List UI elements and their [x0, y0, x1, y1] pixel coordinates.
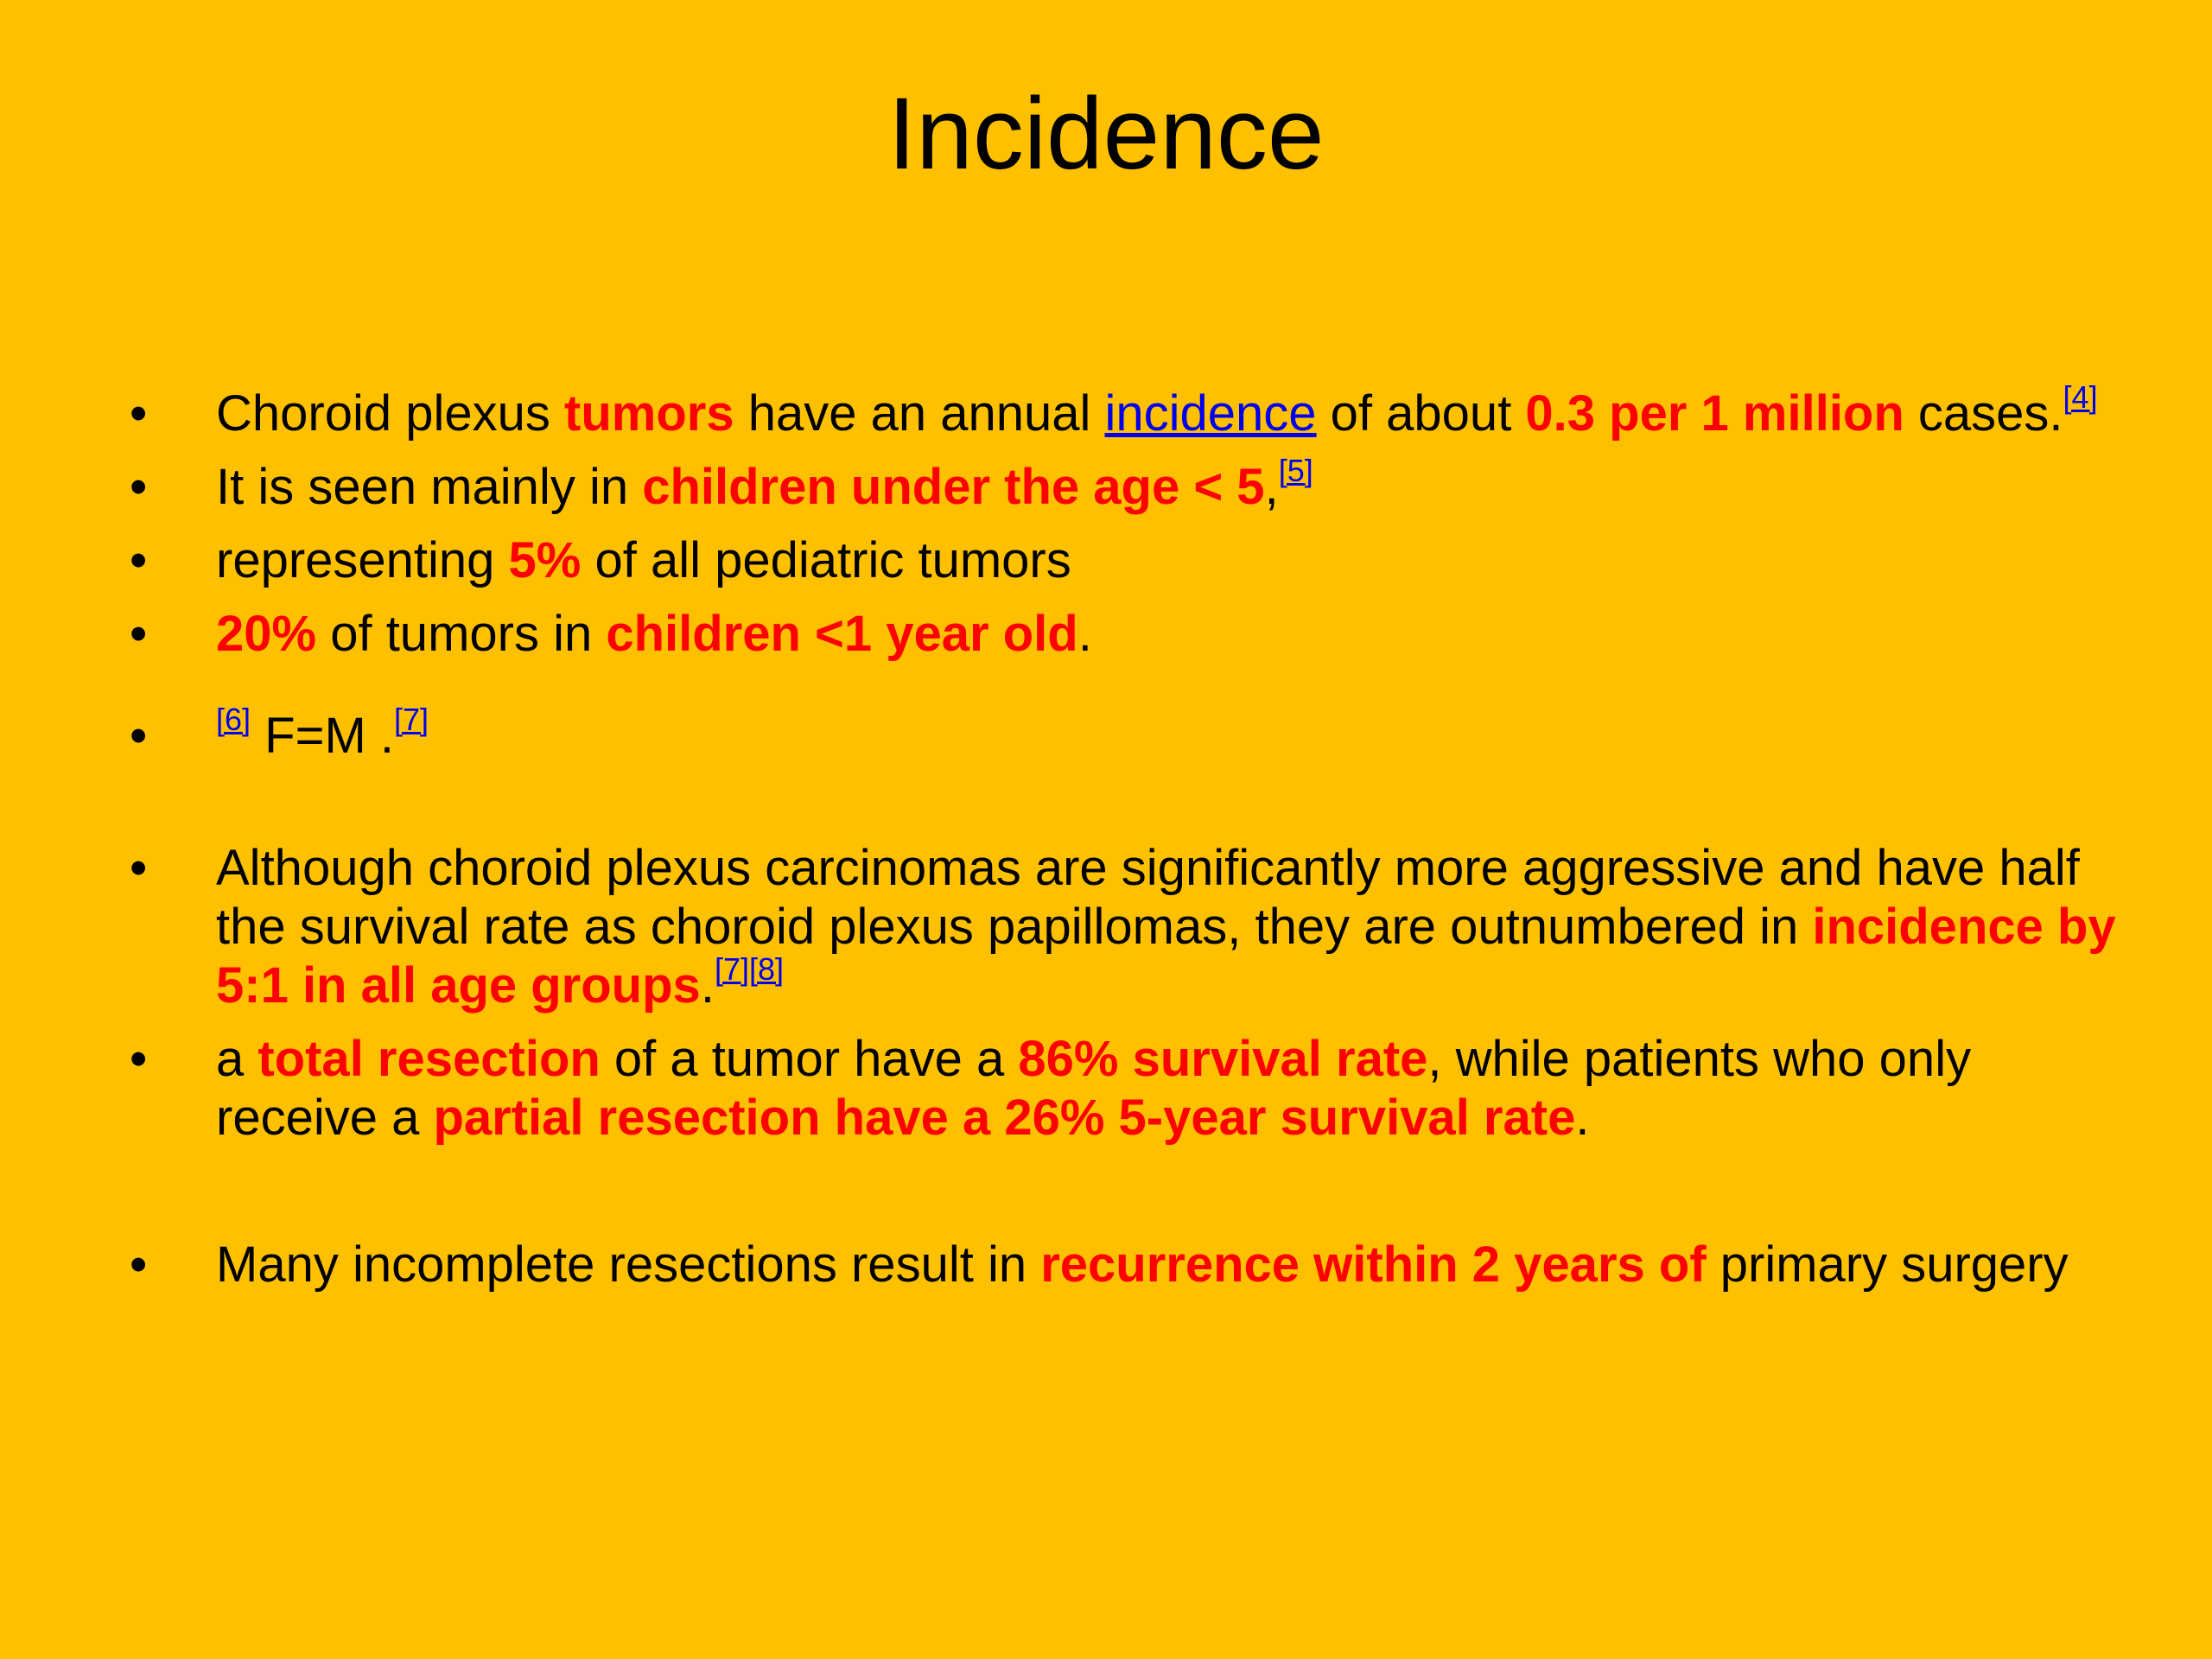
highlight-text: total resection — [257, 1031, 601, 1087]
bullet-text: representing — [216, 532, 509, 588]
bullet-text: have an annual — [734, 385, 1105, 442]
reference-link-6[interactable]: [6] — [216, 702, 251, 737]
bullet-text: . — [1575, 1090, 1590, 1146]
bullet-item-sex-ratio — [130, 702, 2117, 766]
highlight-text: children <1 year old — [606, 606, 1078, 662]
reference-link-7[interactable]: [7] — [714, 951, 749, 987]
bullet-list — [130, 379, 2117, 1294]
bullet-text: cases. — [1904, 385, 2063, 442]
bullet-text: of a tumor have a — [600, 1031, 1019, 1087]
bullet-text: It is seen mainly in — [216, 459, 643, 515]
highlight-text: 20% — [216, 606, 317, 662]
reference-link-7[interactable]: [7] — [394, 702, 429, 737]
bullet-text: Many incomplete resections result in — [216, 1236, 1041, 1293]
bullet-item-annual-incidence — [130, 379, 2117, 443]
reference-link-8[interactable]: [8] — [748, 951, 784, 987]
bullet-text: Choroid plexus — [216, 385, 564, 442]
bullet-item-children-age — [130, 453, 2117, 517]
bullet-item-pediatric-share — [130, 531, 2117, 590]
incidence-link[interactable]: incidence — [1104, 385, 1317, 442]
bullet-text: . — [700, 957, 715, 1014]
bullet-text: F=M . — [251, 708, 394, 764]
highlight-text: recurrence within 2 years of — [1040, 1236, 1707, 1293]
bullet-text: primary surgery — [1706, 1236, 2069, 1293]
reference-link-4[interactable]: [4] — [2063, 379, 2098, 415]
highlight-text: 0.3 per 1 million — [1525, 385, 1904, 442]
highlight-text: children under the age < 5 — [642, 459, 1265, 515]
bullet-text: of about — [1316, 385, 1526, 442]
bullet-item-resection-survival — [130, 1030, 2117, 1147]
bullet-text: , — [1264, 459, 1279, 515]
bullet-text: Although choroid plexus carcinomas are significantly more aggressive and have half the survival rate as choroid plexus papillomas, they are outnumbered in — [216, 840, 2080, 955]
bullet-text: . — [1077, 606, 1092, 662]
bullet-item-carcinoma-vs-papilloma — [130, 839, 2117, 1015]
highlight-text: incidence by 5:1 in all age groups — [216, 899, 2116, 1014]
highlight-text: 86% survival rate — [1018, 1031, 1428, 1087]
slide-title: Incidence — [887, 77, 1325, 191]
bullet-text: a — [216, 1031, 258, 1087]
bullet-text: of tumors in — [316, 606, 607, 662]
bullet-item-infant-share — [130, 605, 2117, 664]
highlight-text: 5% — [508, 532, 582, 588]
reference-link-5[interactable]: [5] — [1278, 453, 1313, 488]
highlight-text: partial resection have a 26% 5-year survival rate — [433, 1090, 1576, 1146]
bullet-text: , while patients who only receive a — [216, 1031, 1972, 1146]
highlight-text: tumors — [564, 385, 734, 442]
bullet-text: of all pediatric tumors — [581, 532, 1071, 588]
bullet-item-recurrence — [130, 1236, 2117, 1294]
